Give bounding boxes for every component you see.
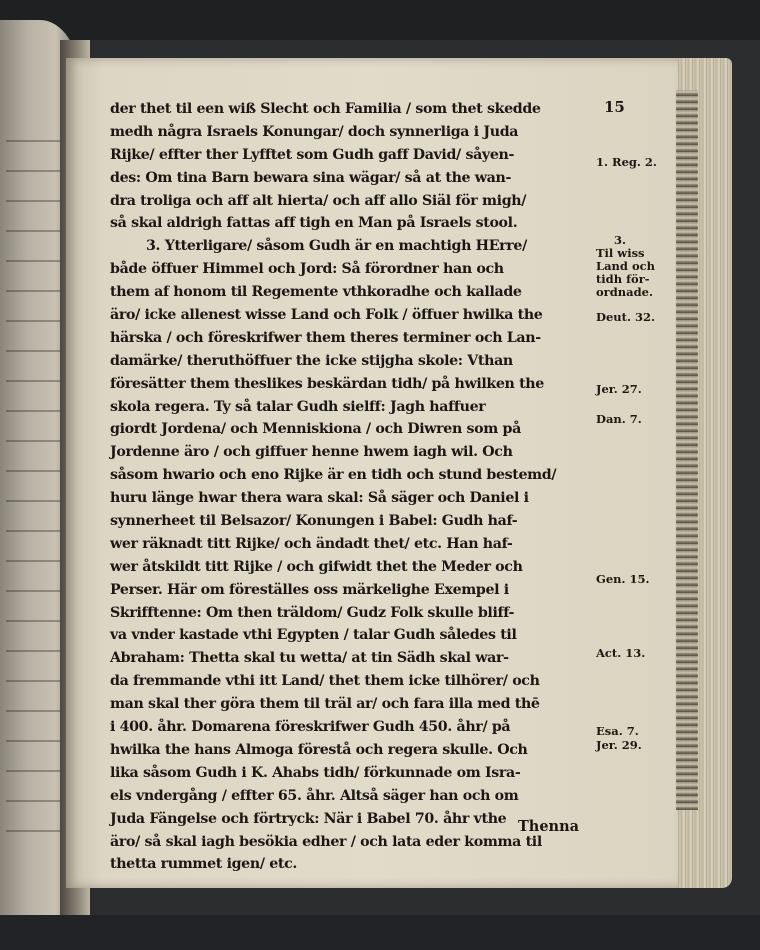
text-line: lika såsom Gudh i K. Ahabs tidh/ förkunnade om Isra- bbox=[110, 764, 521, 781]
body-text bbox=[110, 98, 592, 876]
text-line: man skal ther göra them til träl ar/ och fara illa med thē bbox=[110, 696, 540, 713]
text-line: wer åtskildt titt Rijke / och gifwidt thet the Meder och bbox=[110, 558, 523, 575]
text-line: Jordenne äro / och giffuer henne hwem iagh wil. Och bbox=[110, 444, 513, 461]
margin-note-gloss: Land och bbox=[596, 259, 655, 273]
margin-note-dan: Dan. 7. bbox=[596, 412, 642, 426]
text-line: så skal aldrigh fattas aff tigh en Man på Israels stool. bbox=[110, 215, 518, 232]
margin-note-jer27: Jer. 27. bbox=[596, 382, 642, 396]
text-line: Skrifftenne: Om then träldom/ Gudz Folk skulle bliff- bbox=[110, 604, 515, 621]
text-line: dra troliga och aff alt hierta/ och aff allo Siäl för migh/ bbox=[110, 192, 527, 209]
scanner-backdrop bbox=[0, 0, 760, 40]
text-line: äro/ icke allenest wisse Land och Folk / öffuer hwilka the bbox=[110, 307, 543, 324]
text-line: va vnder kastade vthi Egypten / talar Gudh således til bbox=[110, 627, 517, 644]
text-line: thetta rummet igen/ etc. bbox=[110, 856, 297, 873]
text-line: 3. Ytterligare/ såsom Gudh är en machtigh HErre/ bbox=[146, 238, 527, 255]
margin-note-jer29: Jer. 29. bbox=[596, 738, 642, 752]
text-line: Juda Fängelse och förtryck: När i Babel 70. åhr vthe bbox=[110, 810, 507, 827]
margin-note-reg: 1. Reg. 2. bbox=[596, 155, 657, 169]
text-line: Rijke/ effter ther Lyfftet som Gudh gaff David/ såyen- bbox=[110, 146, 515, 163]
text-line: såsom hwario och eno Rijke är en tidh och stund bestemd/ bbox=[110, 467, 557, 484]
text-line: der thet til een wiß Slecht och Familia / som thet skedde bbox=[110, 101, 541, 117]
margin-note-act: Act. 13. bbox=[596, 646, 646, 660]
text-line: föresätter them theslikes beskärdan tidh/ på hwilken the bbox=[110, 375, 544, 392]
catchword: Thenna bbox=[518, 818, 580, 835]
margin-note-gloss: ordnade. bbox=[596, 285, 653, 299]
text-line: huru länge hwar thera wara skal: Så säger och Daniel i bbox=[110, 490, 529, 507]
text-line: både öffuer Himmel och Jord: Så förordner han och bbox=[110, 261, 504, 278]
scanner-backdrop-bottom bbox=[0, 915, 760, 950]
text-line: synnerheet til Belsazor/ Konungen i Babel: Gudh haf- bbox=[110, 513, 518, 530]
decorative-border bbox=[676, 90, 698, 810]
margin-note-gloss: Til wiss bbox=[596, 246, 645, 260]
text-line: hwilka the hans Almoga förestå och regera skulle. Och bbox=[110, 741, 528, 758]
margin-note-esa: Esa. 7. bbox=[596, 724, 639, 738]
text-line: Perser. Här om föreställes oss märkelighe Exempel i bbox=[110, 581, 509, 598]
text-line: medh några Israels Konungar/ doch synnerliga i Juda bbox=[110, 123, 519, 140]
margin-note-deut: Deut. 32. bbox=[596, 310, 655, 324]
text-line: giordt Jordena/ och Menniskiona / och Diwren som på bbox=[110, 421, 521, 438]
text-line: damärke/ theruthöffuer the icke stijgha skole: Vthan bbox=[110, 352, 513, 369]
text-line: da fremmande vthi itt Land/ thet them icke tilhörer/ och bbox=[110, 673, 540, 690]
text-line: äro/ så skal iagh besökia edher / och lata eder komma til bbox=[110, 833, 542, 850]
text-line: skola regera. Ty så talar Gudh sielff: Jagh haffuer bbox=[110, 398, 486, 415]
text-line: des: Om tina Barn bewara sina wägar/ så at the wan- bbox=[110, 169, 512, 186]
text-line: els vndergång / effter 65. åhr. Altså säger han och om bbox=[110, 787, 519, 804]
text-line: Abraham: Thetta skal tu wetta/ at tin Sädh skal war- bbox=[110, 650, 509, 667]
margin-note-gen: Gen. 15. bbox=[596, 572, 650, 586]
page-number: 15 bbox=[604, 98, 625, 116]
margin-note-gloss: tidh för- bbox=[596, 272, 650, 286]
text-line: them af honom til Regemente vthkoradhe och kallade bbox=[110, 284, 522, 301]
margin-note-number: 3. bbox=[614, 233, 627, 247]
text-line: wer räknadt titt Rijke/ och ändadt thet/ etc. Han haf- bbox=[110, 535, 513, 552]
text-line: i 400. åhr. Domarena föreskrifwer Gudh 450. åhr/ på bbox=[110, 719, 511, 736]
text-line: härska / och föreskrifwer them theres terminer och Lan- bbox=[110, 329, 541, 346]
